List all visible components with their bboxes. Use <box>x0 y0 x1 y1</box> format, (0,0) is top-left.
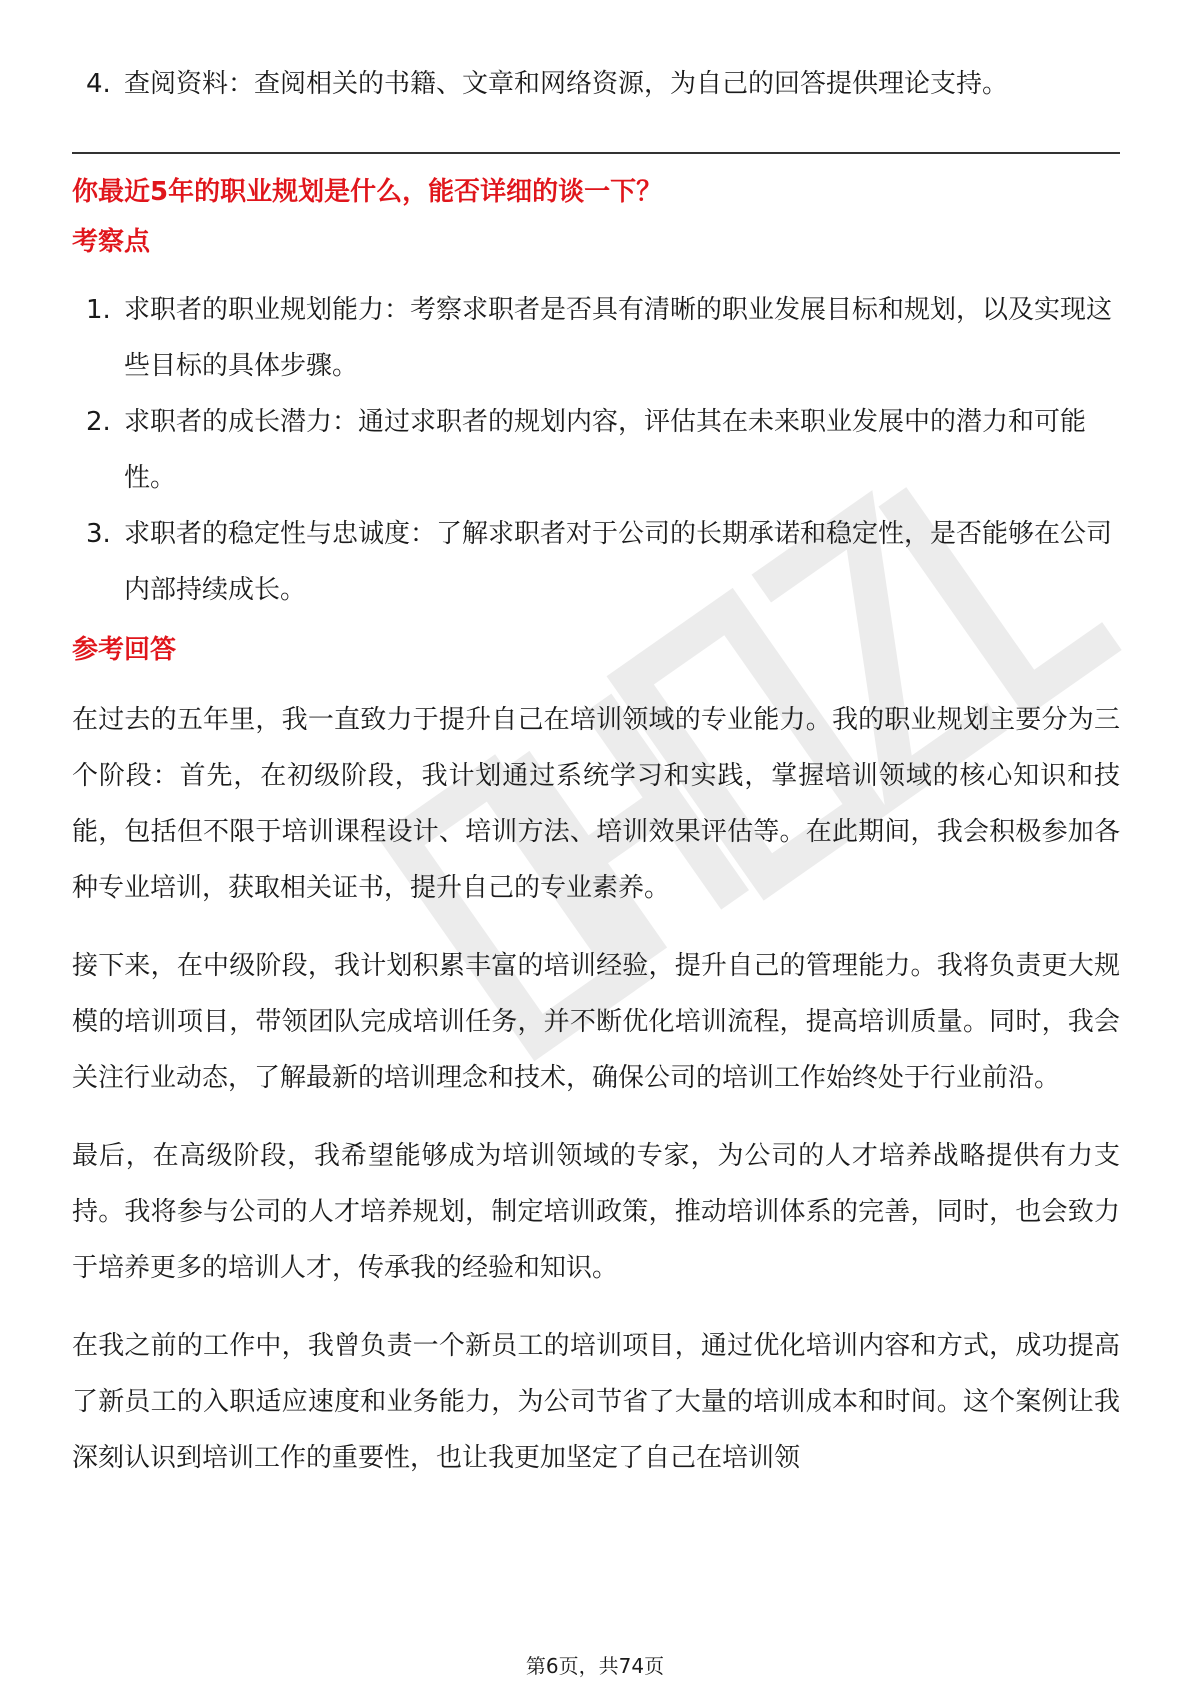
interview-question: 你最近5年的职业规划是什么，能否详细的谈一下？ <box>72 177 663 207</box>
page-footer: 第6页，共74页 <box>525 1654 665 1678</box>
list-text: 求职者的成长潜力：通过求职者的规划内容，评估其在未来职业发展中的潜力和可能性。 <box>124 407 1087 493</box>
focus-list <box>72 282 1120 618</box>
page-content <box>72 56 1120 1486</box>
list-text: 求职者的职业规划能力：考察求职者是否具有清晰的职业发展目标和规划，以及实现这些目标的具体步骤。 <box>124 295 1113 381</box>
answer-paragraph: 接下来，在中级阶段，我计划积累丰富的培训经验，提升自己的管理能力。我将负责更大规模的培训项目，带领团队完成培训任务，并不断优化培训流程，提高培训质量。同时，我会关注行业动态，了解最新的培训理念和技术，确保公司的培训工作始终处于行业前沿。 <box>72 951 1120 1093</box>
list-text: 查阅资料：查阅相关的书籍、文章和网络资源，为自己的回答提供理论支持。 <box>124 69 1009 99</box>
list-item <box>72 394 1120 506</box>
answer-paragraph: 在我之前的工作中，我曾负责一个新员工的培训项目，通过优化培训内容和方式，成功提高了新员工的入职适应速度和业务能力，为公司节省了大量的培训成本和时间。这个案例让我深刻认识到培训工作的重要性，也让我更加坚定了自己在培训领 <box>72 1331 1120 1473</box>
list-number: 1. <box>86 295 111 325</box>
list-text: 求职者的稳定性与忠诚度：了解求职者对于公司的长期承诺和稳定性，是否能够在公司内部持续成长。 <box>124 519 1113 605</box>
answer-body <box>72 692 1120 1486</box>
list-number: 4. <box>86 69 111 99</box>
list-item <box>72 56 1120 112</box>
previous-list <box>72 56 1120 112</box>
focus-heading: 考察点 <box>72 227 151 257</box>
list-item <box>72 506 1120 618</box>
list-number: 3. <box>86 519 111 549</box>
answer-paragraph: 最后，在高级阶段，我希望能够成为培训领域的专家，为公司的人才培养战略提供有力支持。我将参与公司的人才培养规划，制定培训政策，推动培训体系的完善，同时，也会致力于培养更多的培训人才，传承我的经验和知识。 <box>72 1141 1120 1283</box>
list-number: 2. <box>86 407 111 437</box>
answer-heading: 参考回答 <box>72 635 177 665</box>
section-divider <box>72 152 1120 154</box>
answer-paragraph: 在过去的五年里，我一直致力于提升自己在培训领域的专业能力。我的职业规划主要分为三个阶段：首先，在初级阶段，我计划通过系统学习和实践，掌握培训领域的核心知识和技能，包括但不限于培训课程设计、培训方法、培训效果评估等。在此期间，我会积极参加各种专业培训，获取相关证书，提升自己的专业素养。 <box>72 705 1120 903</box>
list-item <box>72 282 1120 394</box>
